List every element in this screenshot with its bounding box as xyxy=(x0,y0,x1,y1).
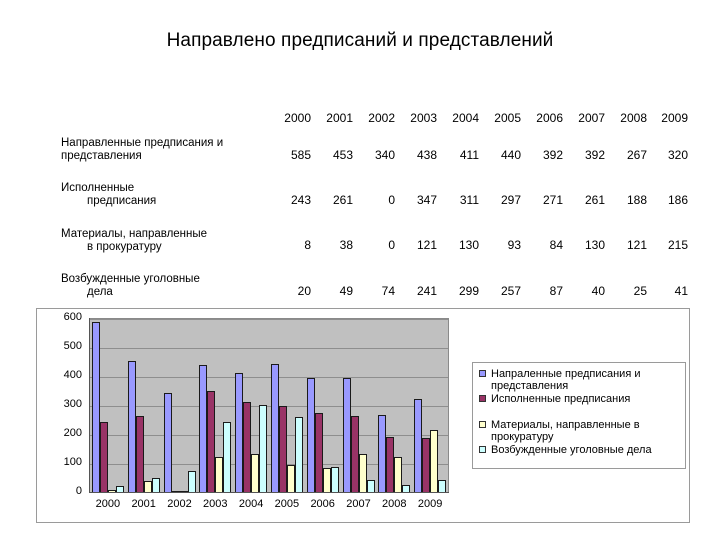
legend-label-line2: представления xyxy=(491,380,569,392)
table-cell: 438 xyxy=(416,148,437,162)
table-cell: 243 xyxy=(290,193,311,207)
table-cell: 340 xyxy=(374,148,395,162)
table-cell: 40 xyxy=(591,284,605,298)
year-header: 2007 xyxy=(578,111,605,125)
legend-label-line1: Напраленные предписания и xyxy=(491,368,641,380)
table-cell: 411 xyxy=(459,148,479,162)
bar xyxy=(422,438,430,492)
table-row xyxy=(0,238,720,254)
table-row xyxy=(0,148,720,164)
y-tick-label: 0 xyxy=(75,485,82,497)
table-cell: 84 xyxy=(549,238,563,252)
legend-label: Возбужденные уголовные дела xyxy=(491,444,652,456)
table-cell: 297 xyxy=(500,193,521,207)
table-cell: 585 xyxy=(290,148,311,162)
bar xyxy=(223,422,231,492)
x-tick-label: 2006 xyxy=(310,498,335,510)
bar xyxy=(351,416,359,492)
y-tick-label: 400 xyxy=(63,369,82,381)
year-header: 2004 xyxy=(452,111,479,125)
table-cell: 0 xyxy=(388,238,395,252)
bar xyxy=(152,478,160,492)
bar xyxy=(307,378,315,492)
legend-label-line1: Материалы, направленные в xyxy=(491,419,640,431)
bar xyxy=(259,405,267,492)
bar xyxy=(331,467,339,492)
bar xyxy=(402,485,410,492)
x-tick-label: 2005 xyxy=(274,498,300,510)
row-label-line2: предписания xyxy=(87,195,157,207)
bar xyxy=(215,457,223,492)
table-cell: 93 xyxy=(507,238,521,252)
table-cell: 257 xyxy=(500,284,521,298)
year-header: 2000 xyxy=(284,111,311,125)
y-axis xyxy=(89,318,90,493)
chart-legend xyxy=(472,362,686,469)
legend-swatch-icon xyxy=(479,421,486,428)
year-header: 2008 xyxy=(620,111,647,125)
bar xyxy=(164,393,172,492)
table-row xyxy=(0,284,720,300)
table-cell: 215 xyxy=(667,238,688,252)
row-label-line1: Материалы, направленные xyxy=(61,228,208,240)
row-label-line2: в прокуратуру xyxy=(87,241,162,253)
x-tick-label: 2008 xyxy=(382,498,407,510)
bar xyxy=(128,361,136,492)
year-header: 2009 xyxy=(661,111,688,125)
table-cell: 347 xyxy=(416,193,437,207)
table-cell: 25 xyxy=(633,284,647,298)
table-cell: 299 xyxy=(458,284,479,298)
table-cell: 41 xyxy=(674,284,688,298)
table-cell: 261 xyxy=(584,193,605,207)
x-tick-label: 2000 xyxy=(95,498,121,510)
bar xyxy=(287,465,295,492)
bar xyxy=(243,402,251,492)
bar xyxy=(367,480,375,492)
legend-label: Исполненные предписания xyxy=(491,393,631,405)
y-tick-label: 600 xyxy=(63,311,82,323)
x-tick-label: 2003 xyxy=(203,498,228,510)
bar xyxy=(271,364,279,492)
y-tick-label: 100 xyxy=(63,456,82,468)
table-cell: 74 xyxy=(381,284,395,298)
table-cell: 271 xyxy=(542,193,563,207)
table-cell: 49 xyxy=(339,284,353,298)
legend-label xyxy=(491,368,681,392)
year-header: 2005 xyxy=(494,111,521,125)
table-cell: 267 xyxy=(626,148,647,162)
table-cell: 188 xyxy=(626,193,647,207)
legend-label xyxy=(491,419,681,443)
bar xyxy=(144,481,152,492)
table-cell: 186 xyxy=(667,193,688,207)
x-tick-label: 2009 xyxy=(417,498,443,510)
row-label-line2: дела xyxy=(87,286,113,298)
bar xyxy=(92,322,100,492)
legend-swatch-icon xyxy=(479,395,486,402)
table-cell: 20 xyxy=(297,284,311,298)
table-cell: 392 xyxy=(584,148,605,162)
bar xyxy=(199,365,207,492)
x-tick-label: 2002 xyxy=(167,498,192,510)
bar xyxy=(394,457,402,492)
bar xyxy=(251,454,259,492)
row-label-line1: Направленные предписания и xyxy=(61,137,224,149)
bar xyxy=(279,406,287,492)
table-cell: 241 xyxy=(416,284,437,298)
legend-swatch-icon xyxy=(479,370,486,377)
x-tick-label: 2001 xyxy=(131,498,156,510)
table-cell: 121 xyxy=(416,238,437,252)
legend-swatch-icon xyxy=(479,446,486,453)
table-cell: 261 xyxy=(332,193,353,207)
table-cell: 440 xyxy=(500,148,521,162)
x-tick-label: 2004 xyxy=(238,498,264,510)
y-tick-label: 300 xyxy=(63,398,82,410)
bar xyxy=(343,378,351,492)
bar xyxy=(188,471,196,492)
table-cell: 87 xyxy=(549,284,563,298)
table-cell: 320 xyxy=(667,148,688,162)
table-cell: 121 xyxy=(626,238,647,252)
table-cell: 130 xyxy=(584,238,605,252)
table-cell: 38 xyxy=(339,238,353,252)
year-header: 2001 xyxy=(326,111,353,125)
bar xyxy=(235,373,243,492)
table-cell: 392 xyxy=(542,148,563,162)
year-header: 2002 xyxy=(368,111,395,125)
bar xyxy=(414,399,422,492)
table-header-years xyxy=(0,111,720,127)
table-cell: 130 xyxy=(458,238,479,252)
year-header: 2003 xyxy=(410,111,437,125)
page-title: Направлено предписаний и представлений xyxy=(166,30,554,51)
bar xyxy=(378,415,386,492)
bar xyxy=(207,391,215,492)
row-label-line1: Исполненные xyxy=(61,182,135,194)
year-header: 2006 xyxy=(536,111,563,125)
bar xyxy=(438,480,446,492)
legend-label-line2: прокуратуру xyxy=(491,431,554,443)
bar xyxy=(386,437,394,492)
table-cell: 8 xyxy=(304,238,311,252)
row-label-line2: представления xyxy=(61,150,142,162)
x-axis xyxy=(89,492,449,493)
bar xyxy=(359,454,367,492)
bar xyxy=(100,422,108,492)
bar xyxy=(136,416,144,492)
y-tick-label: 500 xyxy=(63,340,82,352)
x-tick-label: 2007 xyxy=(346,498,371,510)
row-label-line1: Возбужденные уголовные xyxy=(61,273,200,285)
table-cell: 453 xyxy=(332,148,353,162)
bar xyxy=(323,468,331,492)
table-cell: 311 xyxy=(459,193,479,207)
table-cell: 0 xyxy=(388,193,395,207)
bar xyxy=(295,417,303,492)
bar xyxy=(430,430,438,492)
bar-series-container xyxy=(90,318,448,492)
table-row xyxy=(0,193,720,209)
y-tick-label: 200 xyxy=(63,427,82,439)
bar xyxy=(315,413,323,492)
